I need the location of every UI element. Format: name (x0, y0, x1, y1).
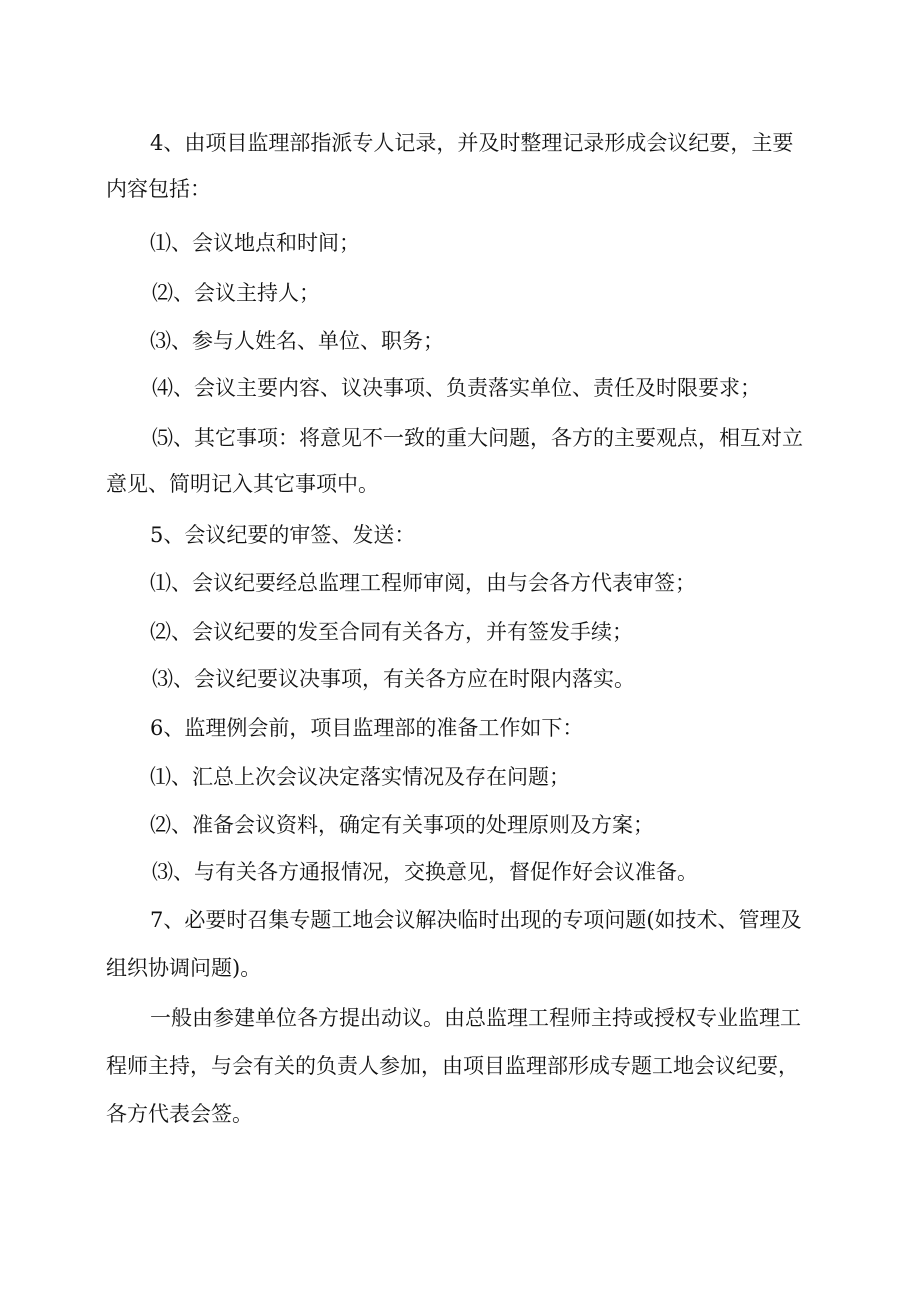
item-7-line-2: 组织协调问题)。 (106, 956, 262, 980)
paragraph-line-1: 一般由参建单位各方提出动议。由总监理工程师主持或授权专业监理工 (150, 1006, 801, 1030)
paragraph-line-3: 各方代表会签。 (106, 1102, 253, 1126)
item-4-sub-3: ⑶、参与人姓名、单位、职务； (150, 329, 444, 353)
item-4-line-2: 内容包括： (106, 177, 211, 201)
item-4-sub-4: ⑷、会议主要内容、议决事项、负责落实单位、责任及时限要求； (152, 376, 761, 400)
item-5-sub-2: ⑵、会议纪要的发至合同有关各方，并有签发手续； (150, 620, 633, 644)
item-4-line-1: 4、由项目监理部指派专人记录，并及时整理记录形成会议纪要，主要 (150, 131, 794, 155)
item-5-heading: 5、会议纪要的审签、发送： (150, 523, 416, 547)
item-5-sub-3: ⑶、会议纪要议决事项，有关各方应在时限内落实。 (152, 667, 635, 691)
item-4-sub-5-line-2: 意见、简明记入其它事项中。 (106, 472, 379, 496)
item-6-heading: 6、监理例会前，项目监理部的准备工作如下： (150, 716, 584, 740)
item-4-sub-5-line-1: ⑸、其它事项：将意见不一致的重大问题，各方的主要观点，相互对立 (152, 426, 803, 450)
item-6-sub-2: ⑵、准备会议资料，确定有关事项的处理原则及方案； (150, 813, 654, 837)
item-6-sub-3: ⑶、与有关各方通报情况，交换意见，督促作好会议准备。 (152, 860, 698, 884)
paragraph-line-2: 程师主持，与会有关的负责人参加，由项目监理部形成专题工地会议纪要， (106, 1054, 799, 1078)
item-6-sub-1: ⑴、汇总上次会议决定落实情况及存在问题； (150, 765, 570, 789)
item-4-sub-2: ⑵、会议主持人； (152, 281, 320, 305)
item-5-sub-1: ⑴、会议纪要经总监理工程师审阅，由与会各方代表审签； (150, 571, 696, 595)
item-7-line-1: 7、必要时召集专题工地会议解决临时出现的专项问题(如技术、管理及 (150, 908, 802, 932)
item-4-sub-1: ⑴、会议地点和时间； (150, 231, 360, 255)
